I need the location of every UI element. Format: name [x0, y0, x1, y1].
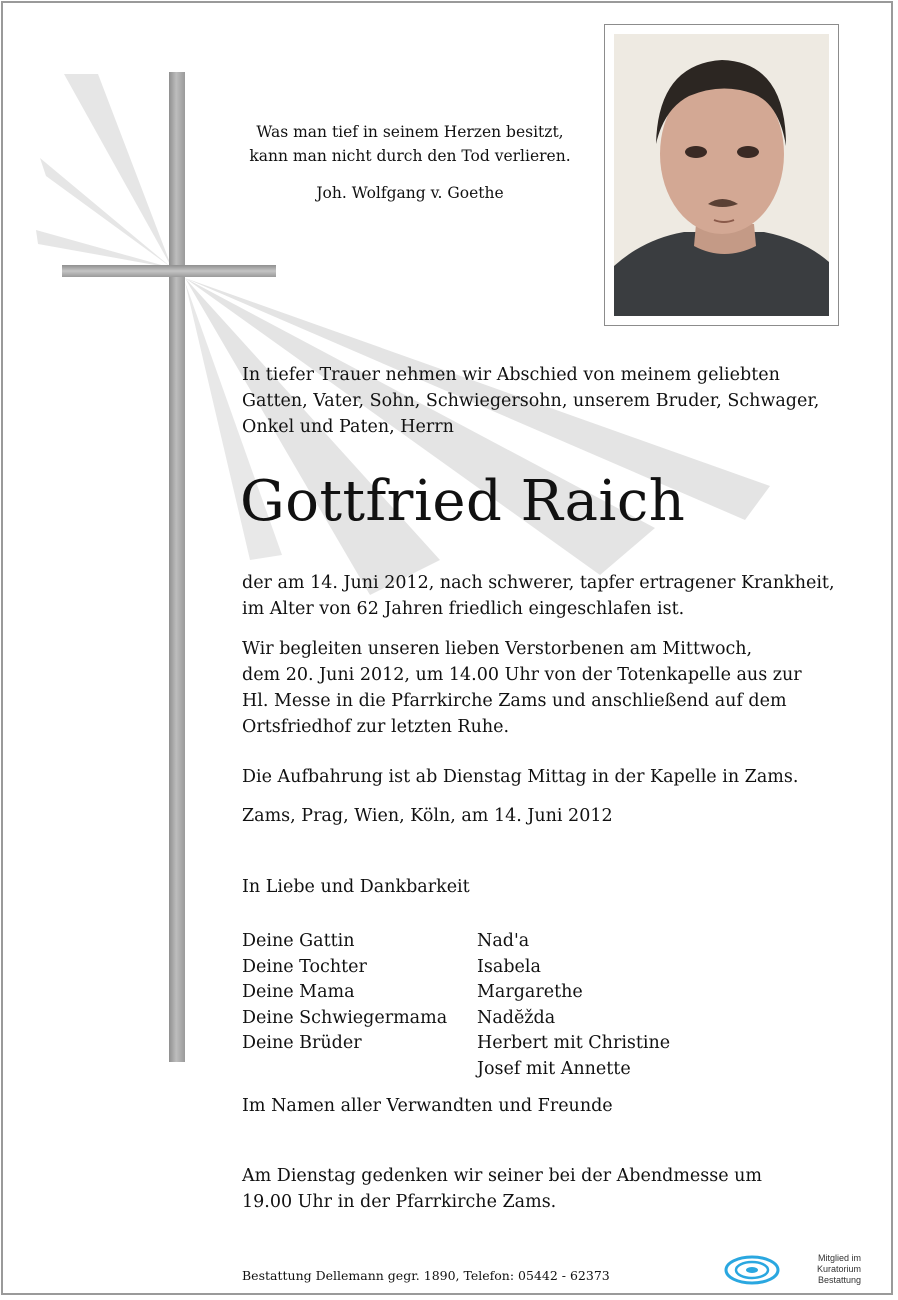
funeral-line: Ortsfriedhof zur letzten Ruhe. [242, 717, 510, 737]
family-relation: Deine Tochter [242, 956, 367, 977]
family-names: Nad'a [477, 931, 530, 951]
family-names: Nadĕžda [477, 1007, 556, 1028]
cross-horizontal-beam [62, 265, 276, 277]
family-relation: Deine Gattin [242, 931, 355, 951]
intro-line: In tiefer Trauer nehmen wir Abschied von meinem geliebten [242, 365, 780, 385]
place-date: Zams, Prag, Wien, Köln, am 14. Juni 2012 [242, 806, 613, 826]
memorial-line: 19.00 Uhr in der Pfarrkirche Zams. [242, 1192, 557, 1212]
death-info-paragraph [242, 570, 835, 622]
funeral-home-footer: Bestattung Dellemann gegr. 1890, Telefon: 05442 - 62373 [242, 1268, 610, 1283]
badge-line: Mitglied im [817, 1253, 861, 1263]
on-behalf-line: Im Namen aller Verwandten und Freunde [242, 1096, 613, 1116]
kuratorium-badge-text [785, 1253, 861, 1286]
family-list [242, 929, 670, 1082]
goethe-quote [230, 120, 590, 168]
family-row [242, 1031, 670, 1057]
quote-author: Joh. Wolfgang v. Goethe [316, 184, 504, 202]
death-info-line: der am 14. Juni 2012, nach schwerer, tapfer ertragener Krankheit, [242, 573, 835, 593]
family-relation: Deine Brüder [242, 1033, 362, 1053]
viewing-info: Die Aufbahrung ist ab Dienstag Mittag in der Kapelle in Zams. [242, 767, 799, 787]
portrait-photo [614, 34, 829, 316]
intro-paragraph [242, 362, 819, 440]
family-relation: Deine Schwiegermama [242, 1007, 448, 1028]
gratitude-line: In Liebe und Dankbarkeit [242, 877, 470, 897]
family-names: Herbert mit Christine [477, 1033, 671, 1053]
cross-vertical-beam [169, 72, 185, 1062]
intro-line: Gatten, Vater, Sohn, Schwiegersohn, unserem Bruder, Schwager, [242, 391, 820, 411]
funeral-line: Wir begleiten unseren lieben Verstorbenen am Mittwoch, [242, 639, 753, 659]
family-row [242, 929, 670, 955]
memorial-paragraph [242, 1163, 762, 1215]
quote-line: kann man nicht durch den Tod verlieren. [249, 147, 571, 165]
family-names: Margarethe [477, 982, 583, 1002]
ray [36, 230, 172, 268]
funeral-line: dem 20. Juni 2012, um 14.00 Uhr von der Totenkapelle aus zur [242, 665, 802, 685]
family-row [242, 1057, 670, 1083]
deceased-name: Gottfried Raich [240, 469, 686, 534]
family-relation [242, 1057, 477, 1083]
portrait-illustration [614, 34, 829, 316]
portrait-photo-frame [604, 24, 839, 326]
memorial-line: Am Dienstag gedenken wir seiner bei der Abendmesse um [242, 1166, 763, 1186]
family-names: Josef mit Annette [477, 1058, 631, 1079]
funeral-paragraph [242, 636, 802, 740]
death-info-line: im Alter von 62 Jahren friedlich eingeschlafen ist. [242, 599, 685, 619]
quote-line: Was man tief in seinem Herzen besitzt, [256, 123, 564, 141]
family-row [242, 980, 670, 1006]
ray [64, 74, 172, 268]
funeral-line: Hl. Messe in die Pfarrkirche Zams und anschließend auf dem [242, 691, 787, 711]
family-row [242, 955, 670, 981]
family-row [242, 1006, 670, 1032]
badge-line: Kuratorium Bestattung [816, 1264, 861, 1285]
family-names: Isabela [477, 956, 541, 977]
family-relation: Deine Mama [242, 982, 355, 1002]
intro-line: Onkel und Paten, Herrn [242, 417, 454, 437]
